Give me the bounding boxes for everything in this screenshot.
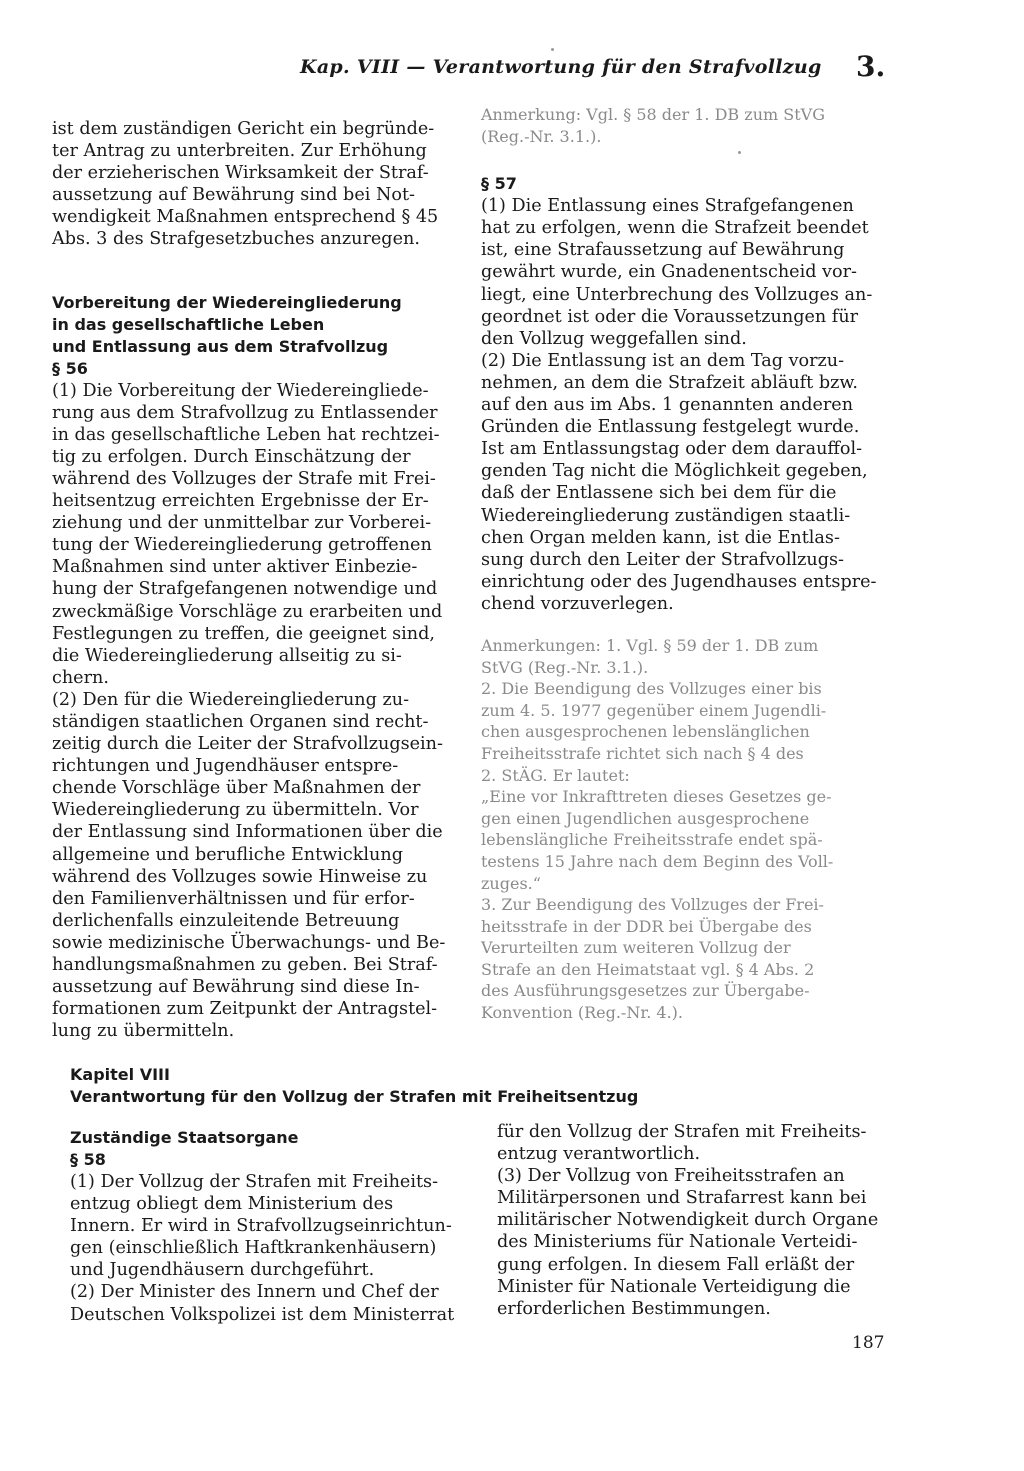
note-56: Anmerkung: Vgl. § 58 der 1. DB zum StVG (Reg.-Nr. 3.1.). bbox=[481, 105, 825, 146]
margin-mark bbox=[551, 48, 554, 51]
chapter-heading: Kapitel VIII Verantwortung für den Vollzug der Strafen mit Freiheitsentzug bbox=[70, 1065, 639, 1106]
paragraph-57-label: § 57 bbox=[481, 174, 517, 194]
section-number: 3. bbox=[856, 50, 886, 83]
notes-57: Anmerkungen: 1. Vgl. § 59 der 1. DB zum StVG (Reg.-Nr. 3.1.). 2. Die Beendigung des Vollzuges einer bis zum 4. 5. 1977 gegenüber einem Jugendli- chen ausgesprochenen lebenslänglichen Freiheitsstrafe richtet sich nach § 4 des 2. StÄG. Er lautet: „Eine vor Inkrafttreten dieses Gesetzes ge- gen einen Jugendlichen ausgesprochene lebenslängliche Freiheitsstrafe endet spä- testens 15 Jahre nach dem Beginn des Voll- zuges.“ 3. Zur Beendigung des Vollzuges der Frei- heitsstrafe in der DDR bei Übergabe des Verurteilten zum weiteren Vollzug der Strafe an den Heimatstaat vgl. § 4 Abs. 2 des Ausführungsgesetzes zur Übergabe- Konvention (Reg.-Nr. 4.). bbox=[481, 635, 834, 1023]
paragraph-56-label: § 56 bbox=[52, 358, 88, 378]
paragraph-56-2: (2) Den für die Wiedereingliederung zu- ständigen staatlichen Organen sind recht- zeitig durch die Leiter der Strafvollzugsein- richtungen und Jugendhäuser entspre- chende Vorschläge über Maßnahmen der Wiedereingliederung zu übermitteln. Vor der Entlassung sind Informationen über die allgemeine und berufliche Entwicklung während des Vollzuges sowie Hinweise zu den Familienverhältnissen und für erfor- derlichenfalls einzuleitende Betreuung sowie medizinische Überwachungs- und Be- handlungsmaßnahmen zu geben. Bei Straf- aussetzung auf Bewährung sind diese In- formationen zum Zeitpunkt der Antragstel- lung zu übermitteln. bbox=[52, 689, 446, 1042]
heading-section-56: Vorbereitung der Wiedereingliederung in das gesellschaftliche Leben und Entlassung aus dem Strafvollzug bbox=[52, 292, 402, 356]
left-column bbox=[52, 118, 462, 1042]
bottom-left-column bbox=[70, 1127, 470, 1326]
paragraph-58-1: (1) Der Vollzug der Strafen mit Freiheits- entzug obliegt dem Ministerium des Innern. Er wird in Strafvollzugseinrichtun- gen (einschließlich Haftkrankenhäusern) und Jugendhäusern durchgeführt. bbox=[70, 1172, 452, 1281]
heading-zustaendige-staatsorgane: Zuständige Staatsorgane bbox=[70, 1128, 299, 1147]
paragraph-57-2: (2) Die Entlassung ist an dem Tag vorzu- nehmen, an dem die Strafzeit abläuft bzw. auf den aus im Abs. 1 genannten anderen Gründen die Entlassung festgelegt wurde. Ist am Entlassungstag oder dem darauffol- genden Tag nicht die Möglichkeit gegeben, daß der Entlassene sich bei dem für die Wiedereingliederung zuständigen staatli- chen Organ melden kann, ist die Entlas- sung durch den Leiter der Strafvollzugs- einrichtung oder des Jugendhauses entspre- chend vorzuverlegen. bbox=[481, 350, 877, 614]
right-column bbox=[481, 104, 891, 1024]
paragraph-58-3: (3) Der Vollzug von Freiheitsstrafen an Militärpersonen und Strafarrest kann bei militärischer Notwendigkeit durch Organe des Ministeriums für Nationale Verteidi- gung erfolgen. In diesem Fall erläßt der Minister für Nationale Verteidigung die erforderlichen Bestimmungen. bbox=[497, 1166, 879, 1319]
paragraph-58-2-continued: für den Vollzug der Strafen mit Freiheits- entzug verantwortlich. bbox=[497, 1122, 867, 1165]
intro-paragraph: ist dem zuständigen Gericht ein begründe- ter Antrag zu unterbreiten. Zur Erhöhung der erzieherischen Wirksamkeit der Straf- aussetzung auf Bewährung sind bei Not- wendigkeit Maßnahmen entsprechend § 45 Abs. 3 des Strafgesetzbuches anzuregen. bbox=[52, 119, 439, 250]
paragraph-57-1: (1) Die Entlassung eines Strafgefangenen hat zu erfolgen, wenn die Strafzeit beendet ist, eine Strafaussetzung auf Bewährung gewährt wurde, ein Gnadenentscheid vor- liegt, eine Unterbrechung des Vollzuges an- geordnet ist oder die Voraussetzungen für den Vollzug weggefallen sind. bbox=[481, 196, 873, 349]
page-number: 187 bbox=[852, 1333, 885, 1353]
bottom-right-column bbox=[497, 1121, 897, 1320]
running-head: Kap. VIII — Verantwortung für den Strafvollzug bbox=[300, 56, 822, 78]
paragraph-56-1: (1) Die Vorbereitung der Wiedereingliede- rung aus dem Strafvollzug zu Entlassender in das gesellschaftliche Leben hat rechtzei- tig zu erfolgen. Durch Einschätzung der während des Vollzuges der Strafe mit Frei- heitsentzug erreichten Ergebnisse der Er- ziehung und der unmittelbar zur Vorberei- tung der Wiedereingliederung getroffenen Maßnahmen sind unter aktiver Einbezie- hung der Strafgefangenen notwendige und zweckmäßige Vorschläge zu erarbeiten und Festlegungen zu treffen, die geeignet sind, die Wiedereingliederung allseitig zu si- chern. bbox=[52, 380, 443, 688]
paragraph-58-label: § 58 bbox=[70, 1150, 106, 1169]
paragraph-58-2: (2) Der Minister des Innern und Chef der Deutschen Volkspolizei ist dem Ministerrat bbox=[70, 1282, 455, 1325]
